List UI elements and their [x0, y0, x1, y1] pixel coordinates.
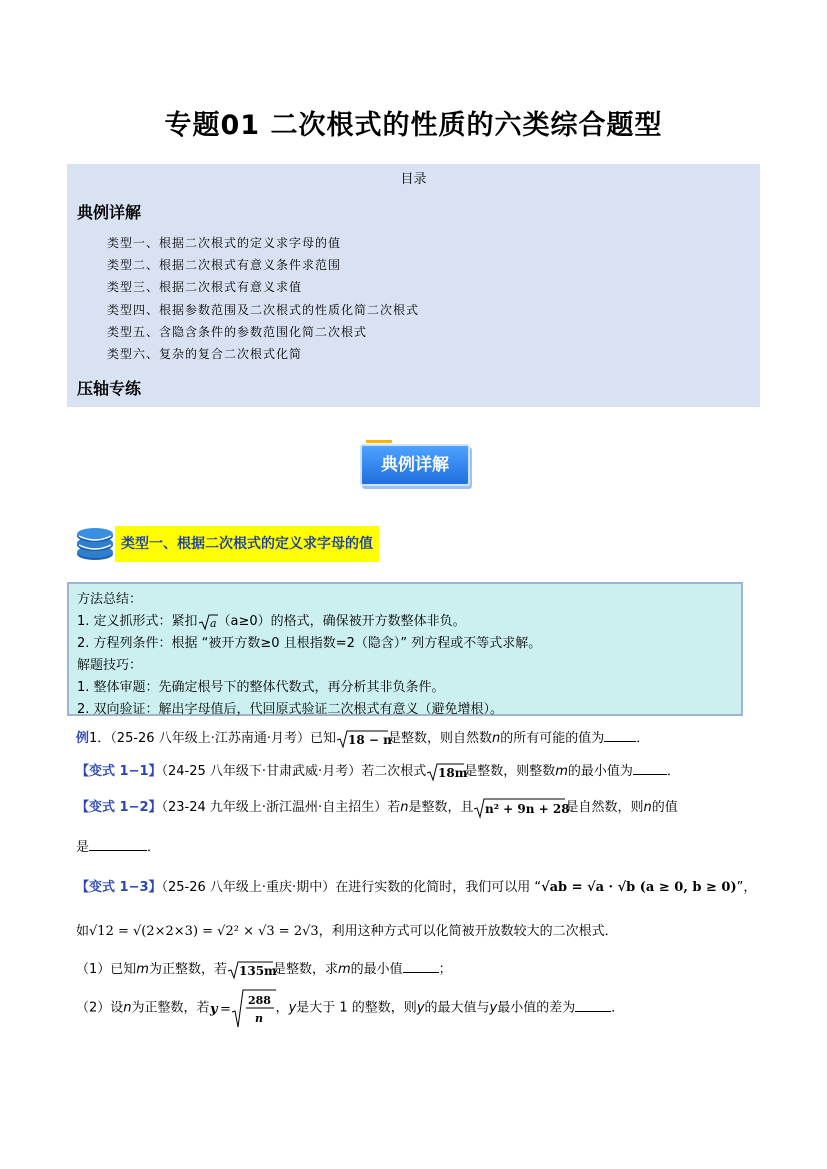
- toc-item-5[interactable]: 类型五、含隐含条件的参数范围化简二次根式: [107, 325, 368, 339]
- tips-line-2: 2. 双向验证：解出字母值后，代回原式验证二次根式有意义（避免增根）。: [77, 702, 504, 717]
- books-icon: [75, 524, 115, 562]
- answer-blank[interactable]: [633, 762, 667, 775]
- variant-1-2-cont: 是 ．: [76, 840, 161, 855]
- method-line-1: 1. 定义抓形式：紧扣 a （a≥0）的格式，确保被开方数整体非负。: [77, 614, 466, 630]
- svg-text:18 − n: 18 − n: [347, 732, 392, 747]
- variant-1-2: 【变式 1−2】（23-24 九年级上·浙江温州·自主招生）若n是整数，且 n² + 9n + 28 是自然数，则n的值: [76, 796, 678, 818]
- toc-item-2[interactable]: 类型二、根据二次根式有意义条件求范围: [107, 258, 342, 272]
- svg-text:135m: 135m: [238, 963, 277, 978]
- banner-decoration: [366, 440, 392, 443]
- answer-blank[interactable]: [604, 729, 636, 742]
- y-equals-sqrt-288-over-n: [210, 988, 276, 1028]
- page-title: 专题01 二次根式的性质的六类综合题型: [164, 110, 663, 141]
- method-line-2: 2. 方程列条件：根据 “被开方数≥0 且根指数=2（隐含）” 列方程或不等式求解。: [77, 636, 542, 651]
- sqrt-18-minus-n: [336, 730, 392, 748]
- tips-heading: 解题技巧：: [77, 658, 143, 673]
- type-one-label: 类型一、根据二次根式的定义求字母的值: [115, 526, 379, 562]
- toc-item-6[interactable]: 类型六、复杂的复合二次根式化简: [107, 347, 303, 361]
- toc-heading: 目录: [400, 172, 427, 187]
- sqrt-18m: [426, 763, 468, 781]
- answer-blank[interactable]: [575, 999, 611, 1012]
- svg-text:288: 288: [247, 994, 271, 1007]
- method-summary-box: [67, 582, 743, 716]
- svg-text:a: a: [209, 616, 217, 630]
- toc-section-examples[interactable]: 典例详解: [77, 203, 142, 222]
- product-rule-formula: √ab = √a · √b (a ≥ 0, b ≥ 0): [541, 880, 737, 895]
- toc-section-practice[interactable]: 压轴专练: [77, 379, 142, 398]
- sqrt-135m: [227, 961, 277, 979]
- simplify-example: √12 = √(2×2×3) = √2² × √3 = 2√3: [89, 924, 319, 939]
- variant-1-3: 【变式 1−3】（25-26 八年级上·重庆·期中）在进行实数的化简时，我们可以用 “√ab = √a · √b (a ≥ 0, b ≥ 0)”，: [76, 880, 757, 895]
- table-of-contents: [67, 164, 760, 407]
- svg-text:y: y: [209, 1002, 218, 1017]
- answer-blank[interactable]: [89, 838, 147, 851]
- answer-blank[interactable]: [403, 960, 439, 973]
- tips-line-1: 1. 整体审题：先确定根号下的整体代数式，再分析其非负条件。: [77, 680, 445, 695]
- example-1: 例1．（25-26 八年级上·江苏南通·月考）已知 18 − n 是整数，则自然数n的所有可能的值为 ．: [76, 731, 650, 747]
- method-heading: 方法总结：: [77, 592, 143, 607]
- svg-text:n: n: [254, 1012, 263, 1025]
- svg-text:=: =: [219, 1002, 231, 1017]
- svg-text:n² + 9n + 28: n² + 9n + 28: [485, 801, 571, 816]
- variant-1-3-part-2: （2）设n为正整数，若 y = 288 n ，y是大于 1 的整数，则y的最大值与y最小值的差为 ．: [76, 988, 624, 1028]
- toc-item-3[interactable]: 类型三、根据二次根式有意义求值: [107, 280, 303, 294]
- variant-1-3-example: 如√12 = √(2×2×3) = √2² × √3 = 2√3，利用这种方式可以化简被开放数较大的二次根式．: [76, 924, 618, 939]
- section-banner: 典例详解: [360, 444, 470, 486]
- variant-1-3-part-1: （1）已知m为正整数，若 135m 是整数，求m的最小值 ；: [76, 962, 452, 978]
- sqrt-n2-9n-28: [473, 798, 571, 818]
- variant-1-1: 【变式 1−1】（24-25 八年级下·甘肃武威·月考）若二次根式 18m 是整数，则整数m的最小值为 ．: [76, 764, 680, 780]
- sqrt-a-formula: [198, 614, 218, 630]
- svg-text:18m: 18m: [438, 765, 468, 780]
- toc-item-1[interactable]: 类型一、根据二次根式的定义求字母的值: [107, 236, 342, 250]
- toc-item-4[interactable]: 类型四、根据参数范围及二次根式的性质化简二次根式: [107, 303, 420, 317]
